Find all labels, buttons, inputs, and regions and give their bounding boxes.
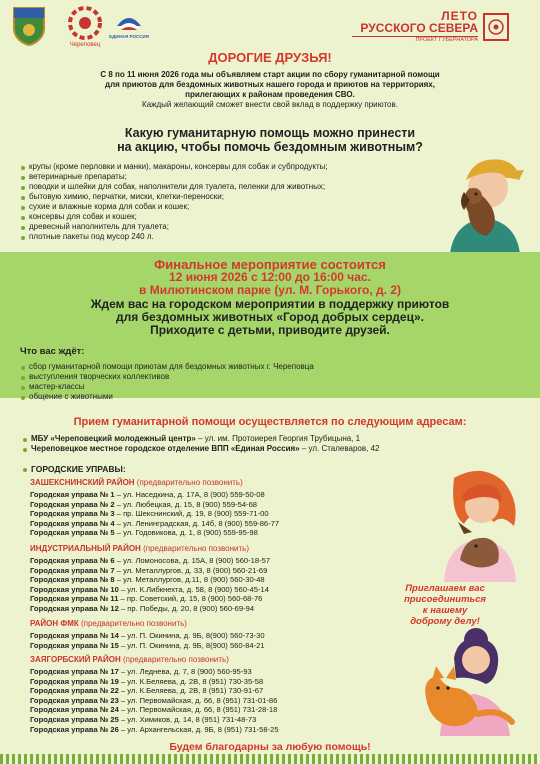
- intro-line: прилегающих к районам проведения СВО.: [185, 90, 355, 99]
- list-item: [30, 575, 270, 585]
- uprava-address: – ул. П. Окинина, д. 9Б, 8(900) 560-84-21: [118, 640, 265, 650]
- uprava-name: Городская управа № 24: [30, 705, 119, 715]
- city-label: Череповец: [69, 42, 101, 48]
- list-item: выступления творческих коллективов: [20, 372, 420, 382]
- list-item: поводки и шлейки для собак, наполнители для туалета, пеленки для животных;: [20, 182, 460, 192]
- list-item: древесный наполнитель для туалета;: [20, 222, 460, 232]
- list-item: [30, 677, 279, 687]
- uprava-name: Городская управа № 22: [30, 686, 119, 696]
- org-address: – ул. Сталеваров, 42: [299, 444, 380, 453]
- intro-text: [20, 70, 520, 110]
- district-list: [30, 667, 279, 734]
- expect-list: [20, 362, 420, 402]
- list-item: [30, 696, 279, 706]
- uprava-name: Городская управа № 6: [30, 556, 115, 565]
- uprava-address: – ул. Леднева, д. 7, 8 (900) 560-95-93: [118, 667, 252, 676]
- leto-line-3: ПРОЕКТ ГУБЕРНАТОРА: [352, 36, 478, 44]
- uprava-address: – ул. Металлургов, д. 33, 8 (900) 560-21-69: [114, 565, 268, 575]
- leto-badge-icon: [482, 12, 510, 42]
- org-list: [22, 434, 522, 454]
- org-item: [22, 444, 522, 454]
- uprava-name: Городская управа № 12: [30, 603, 119, 613]
- header: [0, 0, 540, 52]
- party-logo-icon: [109, 6, 149, 46]
- leto-line-2: РУССКОГО СЕВЕРА: [360, 21, 478, 35]
- help-question-line: на акцию, чтобы помочь бездомным животным?: [117, 140, 423, 154]
- event-description: [0, 298, 540, 337]
- uprava-address: – ул. Архангельская, д. 9Б, 8 (951) 731-58-25: [118, 724, 279, 734]
- list-item: [30, 686, 279, 696]
- leto-line-1: ЛЕТО: [441, 9, 478, 23]
- party-logo-text: ЕДИНАЯ РОССИЯ: [109, 34, 149, 39]
- district-name: ЗАШЕКСНИНСКИЙ РАЙОН: [30, 478, 135, 487]
- uprava-address: – ул. Любецкая, д. 15, 8 (900) 559-54-68: [114, 499, 258, 509]
- help-question-line: Какую гуманитарную помощь можно принести: [124, 126, 416, 140]
- uprava-name: Городская управа № 19: [30, 676, 119, 686]
- uprava-address: – ул. Металлургов, д.11, 8 (900) 560-30-48: [114, 575, 265, 585]
- invite-line: присоединиться: [403, 594, 487, 605]
- uprava-address: – ул. Ленинградская, д. 14б, 8 (900) 559-86-77: [114, 518, 280, 528]
- list-item: [30, 594, 270, 604]
- event-line: для бездомных животных «Город добрых сердец».: [116, 310, 424, 324]
- list-item: плотные пакеты под мусор 240 л.: [20, 232, 460, 242]
- list-item: [30, 667, 279, 677]
- list-item: [30, 604, 270, 614]
- district-name: РАЙОН ФМК: [30, 619, 79, 628]
- uprava-name: Городская управа № 3: [30, 509, 115, 519]
- list-item: сухие и влажные корма для собак и кошек;: [20, 202, 460, 212]
- decorative-border: [0, 754, 540, 764]
- district-note: (предварительно позвонить): [120, 655, 229, 664]
- girl-with-dog-illustration: [424, 466, 528, 582]
- list-item: бытовую химию, перчатки, миски, клетки-переноски;: [20, 192, 460, 202]
- final-line: 12 июня 2026 с 12:00 до 16:00 час.: [169, 270, 371, 284]
- uprava-address: – ул. К.Беляева, д. 2В, 8 (951) 730-35-58: [118, 676, 264, 686]
- uprava-address: – ул. К.Либкнехта, д. 58, 8 (900) 560-45-14: [118, 584, 269, 594]
- org-item: [22, 434, 522, 444]
- district-title: [30, 619, 187, 628]
- upravy-heading: [22, 464, 126, 474]
- list-item: [30, 528, 279, 538]
- receive-title: Прием гуманитарной помощи осуществляется по следующим адресам:: [73, 416, 467, 428]
- uprava-name: Городская управа № 4: [30, 518, 115, 528]
- uprava-address: – ул. Первомайская, д. 66, 8 (951) 731-28-18: [118, 705, 278, 715]
- intro-line: для приютов для бездомных животных нашего города и приютов на территориях,: [105, 80, 435, 89]
- list-item: [30, 585, 270, 595]
- uprava-address: – ул. П. Окинина, д. 9Б, 8(900) 560-73-30: [118, 631, 265, 640]
- final-event-info: [0, 258, 540, 297]
- upravy-title: ГОРОДСКИЕ УПРАВЫ:: [22, 464, 126, 474]
- city-crest-icon: [12, 6, 46, 46]
- uprava-name: Городская управа № 2: [30, 499, 115, 509]
- intro-line: С 8 по 11 июня 2026 года мы объявляем старт акции по сбору гуманитарной помощи: [100, 70, 440, 79]
- invite-line: доброму делу!: [410, 616, 480, 627]
- invite-line: Приглашаем вас: [405, 583, 485, 594]
- org-name: МБУ «Череповецкий молодежный центр»: [31, 434, 196, 443]
- invite-line: к нашему: [422, 605, 468, 616]
- list-item: [30, 725, 279, 735]
- district-name: ИНДУСТРИАЛЬНЫЙ РАЙОН: [30, 544, 141, 553]
- girl-with-cat-illustration: [416, 618, 526, 736]
- page-title: ДОРОГИЕ ДРУЗЬЯ!: [208, 50, 332, 65]
- list-item: общение с животными: [20, 392, 420, 402]
- list-item: [30, 631, 265, 641]
- uprava-address: – ул. Годовикова, д. 1, 8 (900) 559-95-98: [114, 528, 258, 538]
- help-list: [20, 162, 460, 242]
- event-line: Ждем вас на городском мероприятии в поддержку приютов: [90, 297, 450, 311]
- org-address: – ул. им. Протоиерея Георгия Трубицына, 1: [195, 434, 361, 443]
- expect-title: Что вас ждёт:: [20, 346, 85, 357]
- uprava-name: Городская управа № 10: [30, 584, 119, 594]
- uprava-name: Городская управа № 17: [30, 667, 119, 676]
- help-question: [60, 126, 480, 154]
- district-list: [30, 556, 270, 614]
- uprava-address: – ул. Химиков, д. 14, 8 (951) 731-48-73: [118, 714, 257, 724]
- uprava-name: Городская управа № 26: [30, 724, 119, 734]
- list-item: сбор гуманитарной помощи приютам для бездомных животных г. Череповца: [20, 362, 420, 372]
- list-item: [30, 566, 270, 576]
- org-name: Череповецкое местное городское отделение ВПП «Единая Россия»: [31, 444, 300, 453]
- uprava-address: – ул. К.Беляева, д. 2В, 8 (951) 730-91-67: [118, 686, 264, 696]
- district-title: [30, 478, 243, 487]
- district-list: [30, 631, 265, 650]
- thanks-text: Будем благодарны за любую помощь!: [169, 741, 371, 753]
- uprava-address: – ул. Ломоносова, д. 15А, 8 (900) 560-18-57: [114, 556, 271, 565]
- intro-line: Каждый желающий сможет внести свой вклад в поддержку приютов.: [142, 100, 398, 109]
- list-item: [30, 715, 279, 725]
- uprava-address: – пр. Победы, д. 20, 8 (900) 560-69-94: [118, 603, 255, 613]
- list-item: [30, 705, 279, 715]
- list-item: [30, 490, 279, 500]
- list-item: [30, 500, 279, 510]
- uprava-name: Городская управа № 15: [30, 640, 119, 650]
- district-note: (предварительно позвонить): [140, 544, 250, 553]
- district-note: (предварительно позвонить): [134, 478, 243, 487]
- boy-with-dog-illustration: [440, 142, 530, 254]
- final-line: Финальное мероприятие состоится: [154, 257, 386, 272]
- uprava-address: – пр. Шекснинский, д. 19, 8 (900) 559-71-00: [114, 509, 269, 519]
- uprava-name: Городская управа № 23: [30, 695, 119, 705]
- district-title: [30, 544, 249, 553]
- event-line: Приходите с детьми, приводите друзей.: [150, 323, 390, 337]
- list-item: [30, 509, 279, 519]
- list-item: [30, 519, 279, 529]
- uprava-name: Городская управа № 7: [30, 565, 115, 575]
- uprava-name: Городская управа № 8: [30, 575, 115, 585]
- city-emblem-icon: [68, 6, 102, 40]
- uprava-name: Городская управа № 1: [30, 490, 115, 499]
- district-note: (предварительно позвонить): [78, 619, 187, 628]
- list-item: [30, 556, 270, 566]
- district-name: ЗАЯГОРБСКИЙ РАЙОН: [30, 655, 121, 664]
- list-item: крупы (кроме перловки и манки), макароны, консервы для собак и субпродукты;: [20, 162, 460, 172]
- district-list: [30, 490, 279, 538]
- leto-russkogo-severa-logo: [352, 10, 478, 44]
- uprava-address: – пр. Советский, д. 15, 8 (900) 560-68-76: [118, 594, 263, 604]
- uprava-name: Городская управа № 5: [30, 528, 115, 538]
- final-line: в Милютинском парке (ул. М. Горького, д. 2): [138, 283, 401, 297]
- district-title: [30, 655, 229, 664]
- list-item: [30, 641, 265, 651]
- uprava-name: Городская управа № 25: [30, 714, 119, 724]
- list-item: консервы для собак и кошек;: [20, 212, 460, 222]
- uprava-address: – ул. Наседкина, д. 17А, 8 (900) 559-50-08: [114, 490, 265, 499]
- list-item: ветеринарные препараты;: [20, 172, 460, 182]
- list-item: мастер-классы: [20, 382, 420, 392]
- uprava-name: Городская управа № 14: [30, 631, 119, 640]
- uprava-name: Городская управа № 11: [30, 594, 119, 604]
- uprava-address: – ул. Первомайская, д. 66, 8 (951) 731-01-86: [118, 695, 278, 705]
